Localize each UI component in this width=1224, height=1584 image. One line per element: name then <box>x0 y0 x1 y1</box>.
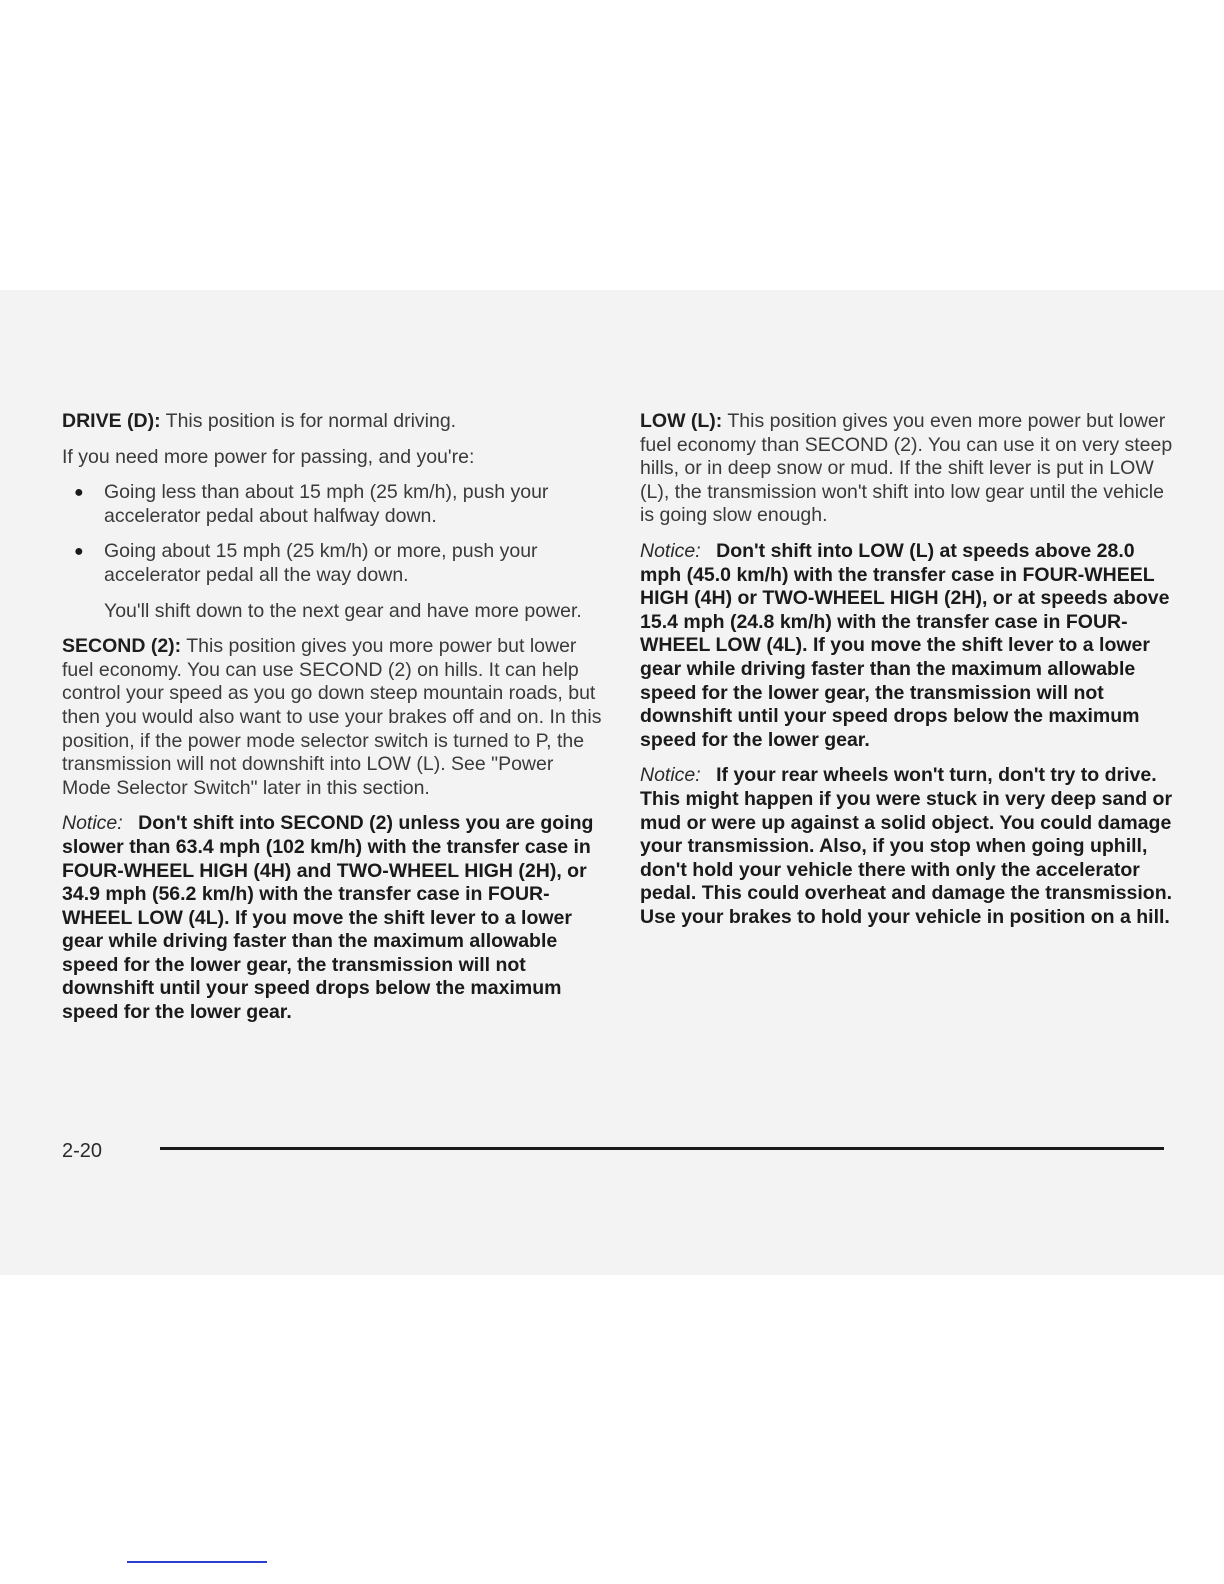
power-intro: If you need more power for passing, and you're: <box>62 445 475 468</box>
notice-text: Don't shift into LOW (L) at speeds above 28.0 mph (45.0 km/h) with the transfer case in FOUR-WHEEL HIGH (4H) or TWO-WHEEL HIGH (2H), or at speeds above 15.4 mph (24.8 km/h) with the transfer case in FOUR-WHEEL LOW (4L). If you move the shift lever to a lower gear while driving faster than the maximum allowable speed for the lower gear, the transmission will not downshift until your speed drops below the maximum speed for the lower gear. <box>640 539 1170 751</box>
bullet-text: Going less than about 15 mph (25 km/h), push your accelerator pedal about halfway down. <box>104 481 549 527</box>
page-number: 2-20 <box>62 1140 103 1162</box>
notice-text: Don't shift into SECOND (2) unless you are going slower than 63.4 mph (102 km/h) with the transfer case in FOUR-WHEEL HIGH (4H) and TWO-WHEEL HIGH (2H), or 34.9 mph (56.2 km/h) with the transfer case in FOUR-WHEEL LOW (4L). If you move the shift lever to a lower gear while driving faster than the maximum allowable speed for the lower gear, the transmission will not downshift until your speed drops below the maximum speed for the lower gear. <box>62 812 594 1024</box>
drive-paragraph <box>62 410 607 434</box>
notice-text: If your rear wheels won't turn, don't try to drive. This might happen if you were stuck in very deep sand or mud or were up against a solid object. You could damage your transmission. Also, if you stop when going uphill, don't hold your vehicle there with only the accelerator pedal. This could overheat and damage the transmission. Use your brakes to hold your vehicle in position on a hill. <box>640 764 1173 928</box>
list-item <box>62 481 607 528</box>
bullet-followup: You'll shift down to the next gear and have more power. <box>104 599 582 622</box>
second-paragraph <box>62 635 607 800</box>
bullet-text: Going about 15 mph (25 km/h) or more, push your accelerator pedal all the way down. <box>104 540 538 586</box>
second-notice <box>62 812 607 1024</box>
second-label: SECOND (2): <box>62 635 182 658</box>
low-notice <box>640 540 1175 752</box>
low-text: This position gives you even more power but lower fuel economy than SECOND (2). You can use it on very steep hills, or in deep snow or mud. If the shift lever is put in LOW (L), the transmission won't shift into low gear until the vehicle is going slow enough. <box>640 410 1173 527</box>
second-text: This position gives you more power but lower fuel economy. You can use SECOND (2) on hills. It can help control your speed as you go down steep mountain roads, but then you would also want to use your brakes off and on. In this position, if the power mode selector switch is turned to P, the transmission will not downshift into LOW (L). See "Power Mode Selector Switch" later in this section. <box>62 635 602 799</box>
notice-label: Notice: <box>640 764 701 787</box>
stuck-notice <box>640 764 1175 929</box>
right-column <box>640 410 1175 941</box>
power-bullet-list <box>62 481 607 587</box>
drive-text: This position is for normal driving. <box>165 410 457 432</box>
left-column <box>62 410 607 1037</box>
low-label: LOW (L): <box>640 410 723 432</box>
drive-label: DRIVE (D): <box>62 410 161 432</box>
bullet-icon: ● <box>74 543 84 561</box>
link-underline[interactable] <box>127 1561 267 1563</box>
list-item <box>62 540 607 587</box>
bullet-icon: ● <box>74 484 84 502</box>
footer-divider <box>160 1147 1164 1150</box>
low-paragraph <box>640 410 1175 528</box>
notice-label: Notice: <box>640 539 701 562</box>
notice-label: Notice: <box>62 812 123 835</box>
